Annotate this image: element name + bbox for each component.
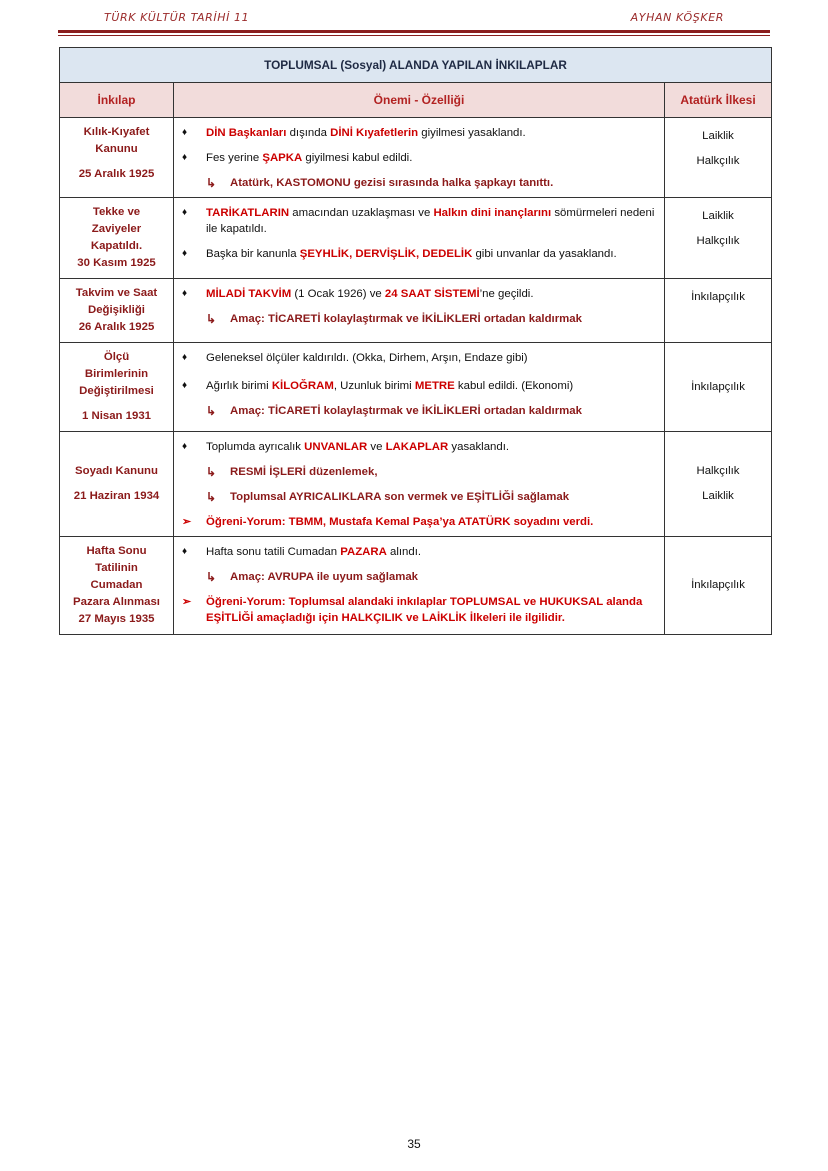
header-rule-thick: [58, 30, 770, 33]
sub-arrow-icon: ↳: [206, 465, 217, 479]
column-header-reform: İnkılap: [60, 83, 174, 118]
sub-item: ↳ Amaç: TİCARETİ kolaylaştırmak ve İKİLİKLERİ ortadan kaldırmak: [206, 404, 582, 418]
table-row: [60, 198, 772, 279]
reform-details: [174, 537, 665, 635]
table-title: TOPLUMSAL (Sosyal) ALANDA YAPILAN İNKILAPLAR: [60, 48, 772, 83]
column-header-principle: Atatürk İlkesi: [665, 83, 772, 118]
sub-item: ↳ RESMİ İŞLERİ düzenlemek,: [206, 465, 378, 479]
sub-item: ↳ Toplumsal AYRICALIKLARA son vermek ve EŞİTLİĞİ sağlamak: [206, 490, 570, 504]
reform-date: 30 Kasım 1925: [77, 257, 156, 269]
list-item: ♦ Ağırlık birimi KİLOĞRAM, Uzunluk birimi METRE kabul edildi. (Ekonomi): [182, 380, 574, 392]
bullet-icon: ♦: [182, 546, 188, 557]
principle-cell: İnkılapçılık: [665, 279, 772, 343]
bullet-icon: ♦: [182, 352, 188, 363]
reforms-table: [59, 47, 772, 635]
bullet-icon: ♦: [182, 127, 188, 138]
principle-cell: Laiklik Halkçılık: [665, 198, 772, 279]
table-row: [60, 118, 772, 198]
page-number: 35: [407, 1137, 421, 1151]
principle-cell: İnkılapçılık: [665, 537, 772, 635]
table-row: [60, 537, 772, 635]
comment-item: ➢ Öğreni-Yorum: TBMM, Mustafa Kemal Paşa’ya ATATÜRK soyadını verdi.: [182, 516, 594, 528]
list-item: ♦ Başka bir kanunla ŞEYHLİK, DERVİŞLİK, DEDELİK gibi unvanlar da yasaklandı.: [182, 248, 617, 260]
sub-arrow-icon: ↳: [206, 490, 217, 504]
table-row: [60, 279, 772, 343]
sub-item: ↳ Amaç: AVRUPA ile uyum sağlamak: [206, 570, 419, 584]
comment-arrow-icon: ➢: [182, 596, 192, 608]
sub-arrow-icon: ↳: [206, 176, 217, 190]
reform-details: [174, 343, 665, 432]
reform-details: [174, 432, 665, 537]
header-right: AYHAN KÖŞKER: [630, 11, 724, 24]
bullet-icon: ♦: [182, 380, 188, 391]
reform-date: 21 Haziran 1934: [73, 490, 160, 502]
comment-item: ➢ Öğreni-Yorum: Toplumsal alandaki inkılaplar TOPLUMSAL ve HUKUKSAL alanda EŞİTLİĞİ amaçladığı için HALKÇILIK ve LAİKLİK İlkeleri ile ilgilidir.: [182, 596, 643, 624]
sub-arrow-icon: ↳: [206, 312, 217, 326]
reform-name: Takvim ve Saat Değişikliği 26 Aralık 1925: [60, 279, 174, 343]
reform-date: 1 Nisan 1931: [81, 410, 152, 422]
reform-date: 27 Mayıs 1935: [78, 613, 155, 625]
list-item: ♦ MİLADİ TAKVİM (1 Ocak 1926) ve 24 SAAT SİSTEMİ’ne geçildi.: [182, 288, 534, 300]
reform-date: 26 Aralık 1925: [78, 321, 155, 333]
bullet-icon: ♦: [182, 288, 188, 299]
list-item: ♦ Fes yerine ŞAPKA giyilmesi kabul edildi.: [182, 152, 413, 164]
reform-date: 25 Aralık 1925: [78, 168, 155, 180]
sub-arrow-icon: ↳: [206, 570, 217, 584]
sub-arrow-icon: ↳: [206, 404, 217, 418]
header-left: TÜRK KÜLTÜR TARİHİ 11: [104, 11, 250, 24]
list-item: ♦ Toplumda ayrıcalık UNVANLAR ve LAKAPLAR yasaklandı.: [182, 441, 510, 453]
reform-details: [174, 198, 665, 279]
column-header-importance: Önemi - Özelliği: [174, 83, 665, 118]
principle-cell: Halkçılık Laiklik: [665, 432, 772, 537]
list-item: ♦ Geleneksel ölçüler kaldırıldı. (Okka, Dirhem, Arşın, Endaze gibi): [182, 352, 528, 364]
header-rule-thin: [58, 35, 770, 36]
reform-name: Kılık-Kıyafet Kanunu 25 Aralık 1925: [60, 118, 174, 198]
list-item: ♦ Hafta sonu tatili Cumadan PAZARA alındı.: [182, 546, 422, 558]
reform-name: Hafta Sonu Tatilinin Cumadan Pazara Alınması 27 Mayıs 1935: [60, 537, 174, 635]
comment-arrow-icon: ➢: [182, 516, 192, 528]
list-item: ♦ DİN Başkanları dışında DİNİ Kıyafetlerin giyilmesi yasaklandı.: [182, 127, 526, 139]
principle-cell: İnkılapçılık: [665, 343, 772, 432]
sub-item: ↳ Amaç: TİCARETİ kolaylaştırmak ve İKİLİKLERİ ortadan kaldırmak: [206, 312, 582, 326]
reform-name: Tekke ve Zaviyeler Kapatıldı. 30 Kasım 1925: [60, 198, 174, 279]
reform-details: [174, 118, 665, 198]
bullet-icon: ♦: [182, 152, 188, 163]
reform-name: Soyadı Kanunu 21 Haziran 1934: [60, 432, 174, 537]
list-item: ♦ TARİKATLARIN amacından uzaklaşması ve Halkın dini inançlarını sömürmeleri nedeni ile kapatıldı.: [182, 207, 655, 235]
sub-item: ↳ Atatürk, KASTOMONU gezisi sırasında halka şapkayı tanıttı.: [206, 176, 554, 190]
table-row: [60, 432, 772, 537]
bullet-icon: ♦: [182, 207, 188, 218]
bullet-icon: ♦: [182, 248, 188, 259]
principle-cell: Laiklik Halkçılık: [665, 118, 772, 198]
reform-name: Ölçü Birimlerinin Değiştirilmesi 1 Nisan 1931: [60, 343, 174, 432]
bullet-icon: ♦: [182, 441, 188, 452]
table-row: [60, 343, 772, 432]
reform-details: [174, 279, 665, 343]
